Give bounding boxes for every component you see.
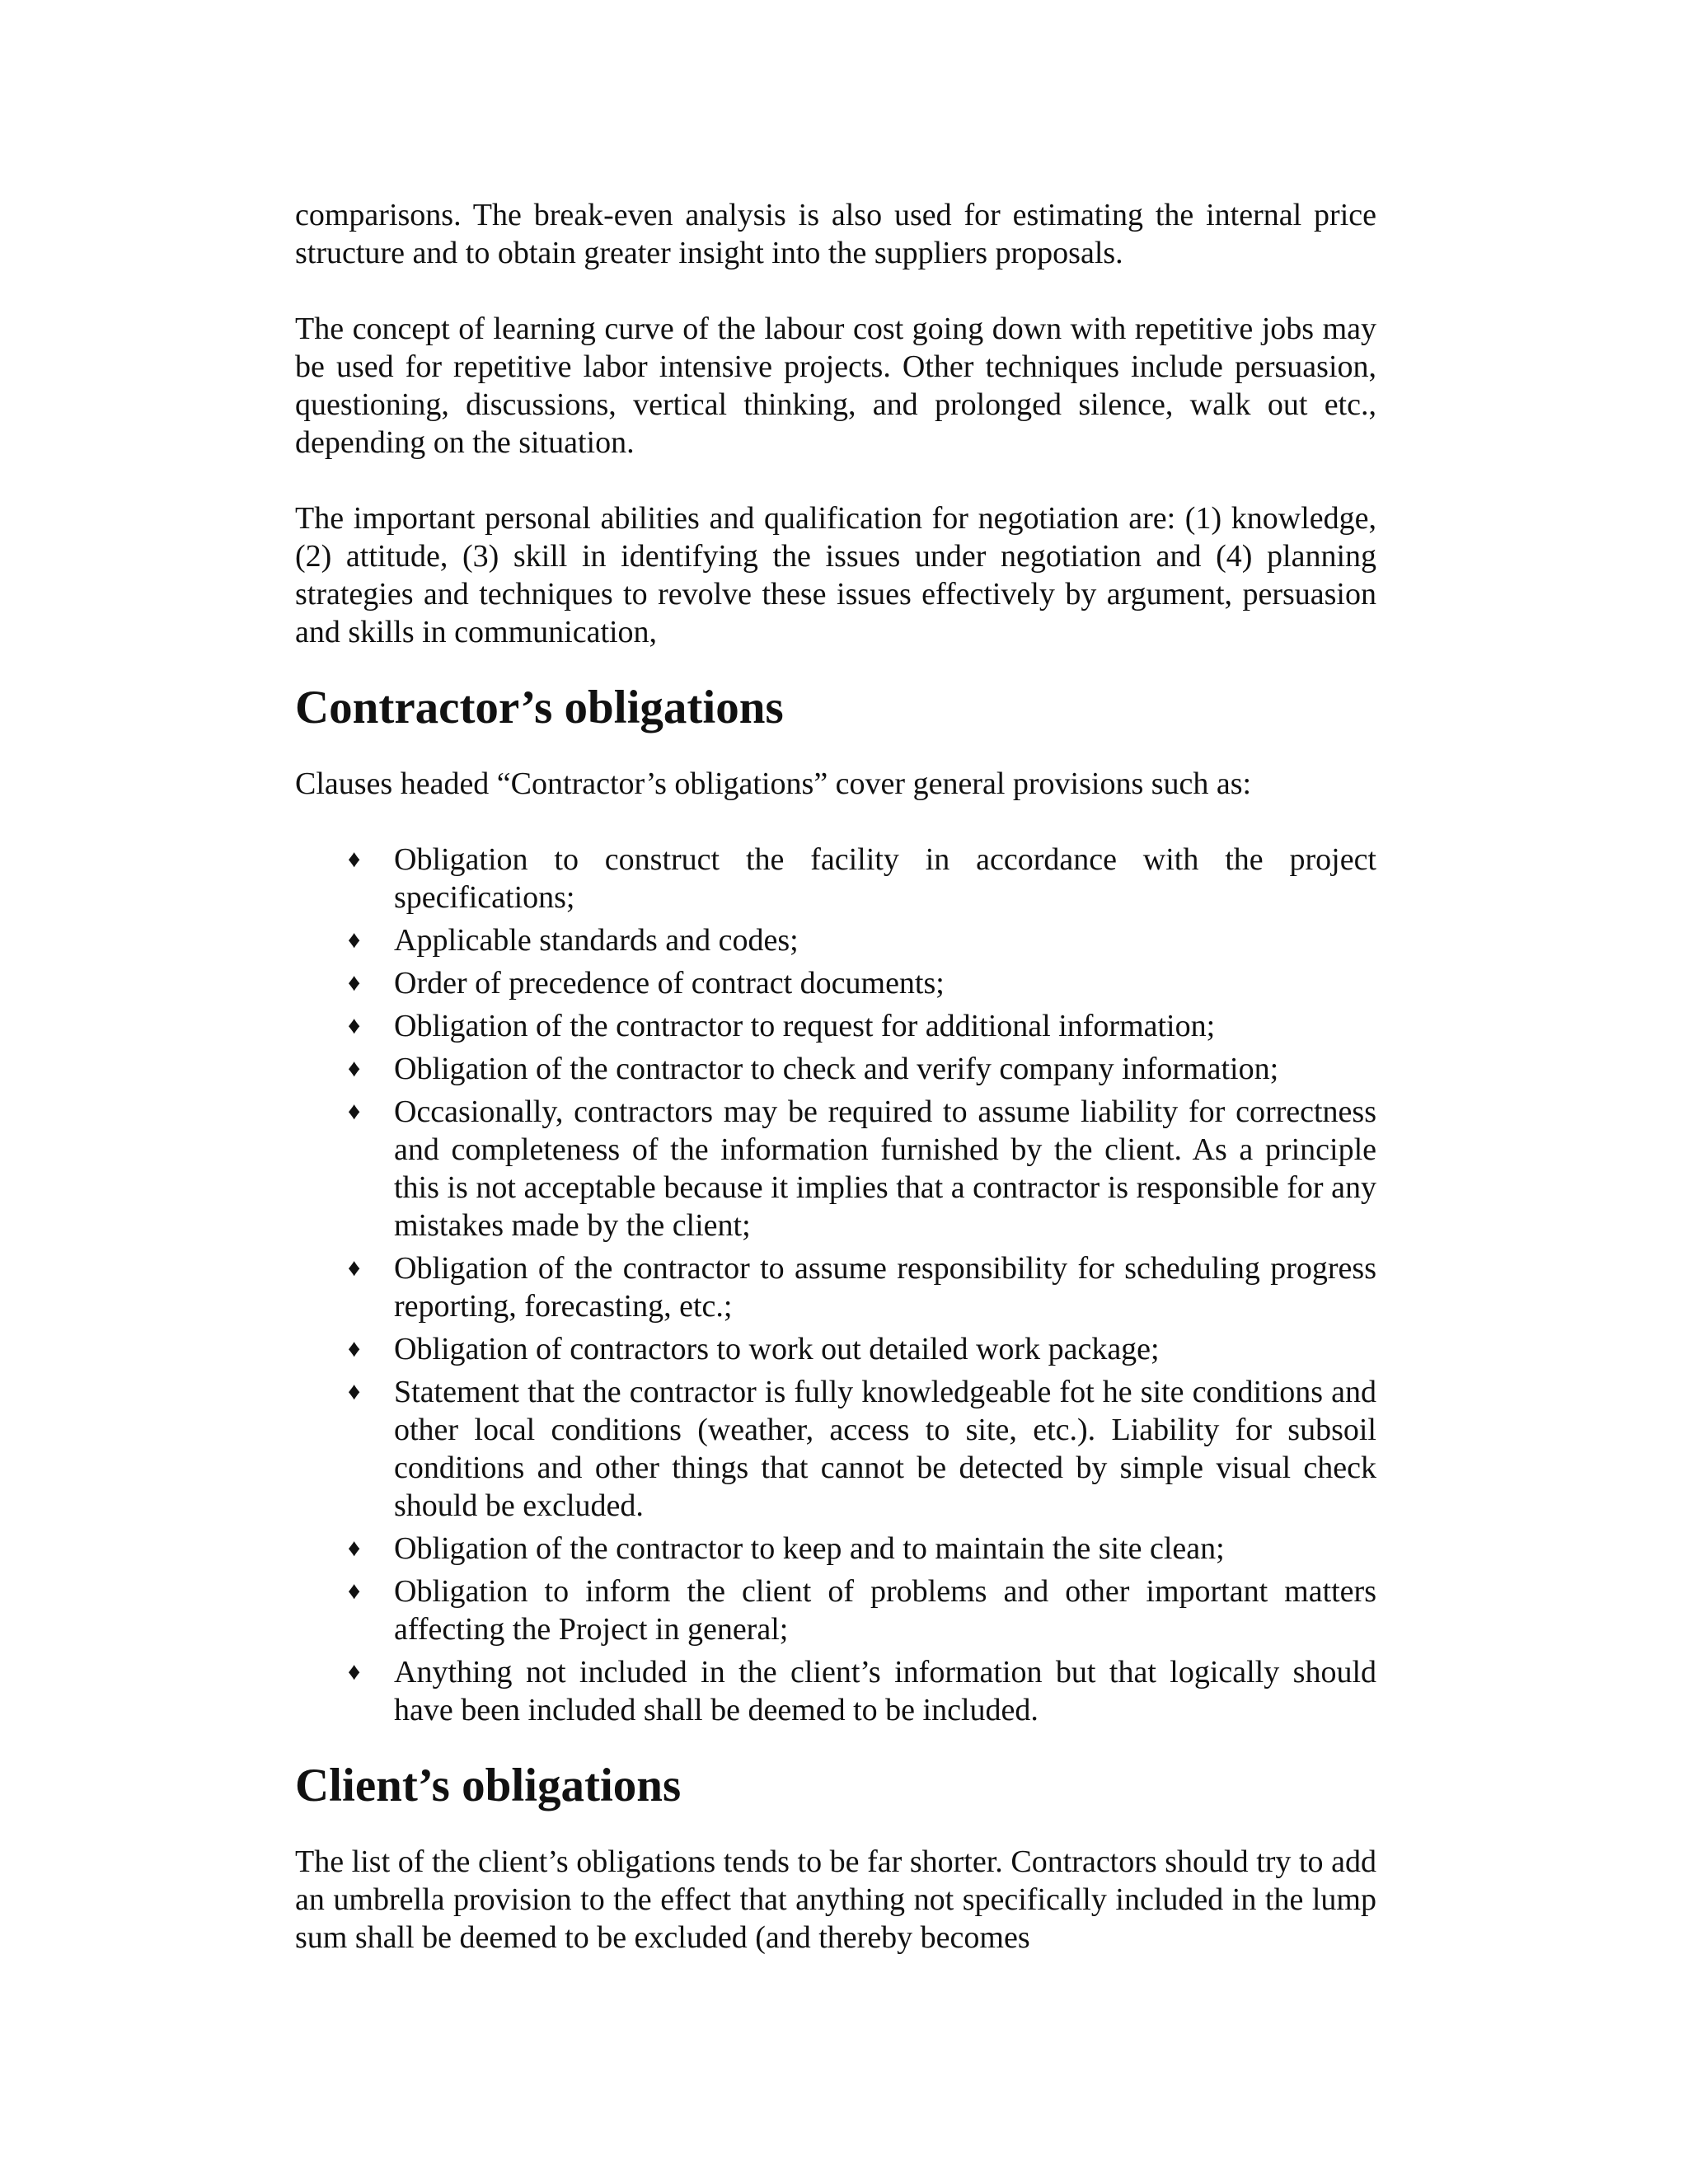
list-item-text: Obligation of the contractor to assume responsibility for scheduling progress reporting, forecasting, etc.;	[394, 1251, 1376, 1324]
heading-contractors-obligations: Contractor’s obligations	[295, 682, 784, 733]
list-item	[295, 1249, 1376, 1325]
contractor-obligations-list	[295, 841, 1376, 1729]
diamond-bullet-icon: ♦	[348, 1378, 361, 1405]
paragraph-contractor-intro: Clauses headed “Contractor’s obligations” cover general provisions such as:	[295, 766, 1252, 801]
list-item-text: Obligation of the contractor to request for additional information;	[394, 1009, 1216, 1043]
list-item	[295, 1572, 1376, 1648]
list-item-text: Anything not included in the client’s information but that logically should have been included shall be deemed to be included.	[394, 1655, 1376, 1727]
list-item	[295, 1330, 1376, 1368]
diamond-bullet-icon: ♦	[348, 926, 361, 954]
heading-clients-obligations: Client’s obligations	[295, 1760, 682, 1811]
list-item-text: Obligation to inform the client of problems and other important matters affecting the Project in general;	[394, 1574, 1376, 1647]
list-item	[295, 1050, 1376, 1088]
paragraph-client-obligations: The list of the client’s obligations tends to be far shorter. Contractors should try to add an umbrella provision to the effect that anything not specifically included in the lump sum shall be deemed to be excluded (and thereby becomes	[295, 1844, 1376, 1955]
list-item	[295, 1530, 1376, 1568]
list-item	[295, 1653, 1376, 1729]
diamond-bullet-icon: ♦	[348, 1098, 361, 1125]
diamond-bullet-icon: ♦	[348, 1335, 361, 1362]
diamond-bullet-icon: ♦	[348, 846, 361, 873]
list-item-text: Obligation of the contractor to check and verify company information;	[394, 1052, 1279, 1086]
paragraph-learning-curve: The concept of learning curve of the labour cost going down with repetitive jobs may be used for repetitive labor intensive projects. Other techniques include persuasion, questioning, discussions, vertical thinking, and prolonged silence, walk out etc., depending on the situation.	[295, 312, 1376, 460]
list-item	[295, 1093, 1376, 1244]
list-item-text: Obligation of the contractor to keep and to maintain the site clean;	[394, 1531, 1225, 1566]
list-item-text: Obligation of contractors to work out detailed work package;	[394, 1332, 1160, 1366]
list-item	[295, 921, 1376, 959]
list-item-text: Statement that the contractor is fully knowledgeable fot he site conditions and other local conditions (weather, access to site, etc.). Liability for subsoil conditions and other things that cannot be detected by simple visual check should be excluded.	[394, 1375, 1376, 1523]
diamond-bullet-icon: ♦	[348, 1577, 361, 1605]
diamond-bullet-icon: ♦	[348, 969, 361, 996]
paragraph-break-even: comparisons. The break-even analysis is also used for estimating the internal price structure and to obtain greater insight into the suppliers proposals.	[295, 198, 1376, 270]
list-item-text: Order of precedence of contract documents;	[394, 966, 945, 1001]
list-item	[295, 841, 1376, 916]
diamond-bullet-icon: ♦	[348, 1254, 361, 1282]
diamond-bullet-icon: ♦	[348, 1658, 361, 1685]
list-item-text: Occasionally, contractors may be required to assume liability for correctness and completeness of the information furnished by the client. As a principle this is not acceptable because it implies that a contractor is responsible for any mistakes made by the client;	[394, 1094, 1376, 1243]
list-item	[295, 1373, 1376, 1525]
diamond-bullet-icon: ♦	[348, 1535, 361, 1562]
list-item	[295, 964, 1376, 1002]
page-content	[295, 196, 1376, 1994]
list-item-text: Applicable standards and codes;	[394, 923, 799, 958]
diamond-bullet-icon: ♦	[348, 1055, 361, 1082]
list-item-text: Obligation to construct the facility in accordance with the project specifications;	[394, 842, 1376, 915]
diamond-bullet-icon: ♦	[348, 1012, 361, 1039]
paragraph-negotiation-abilities: The important personal abilities and qualification for negotiation are: (1) knowledge, (2) attitude, (3) skill in identifying the issues under negotiation and (4) planning strategies and techniques to revolve these issues effectively by argument, persuasion and skills in communication,	[295, 501, 1376, 649]
list-item	[295, 1007, 1376, 1045]
